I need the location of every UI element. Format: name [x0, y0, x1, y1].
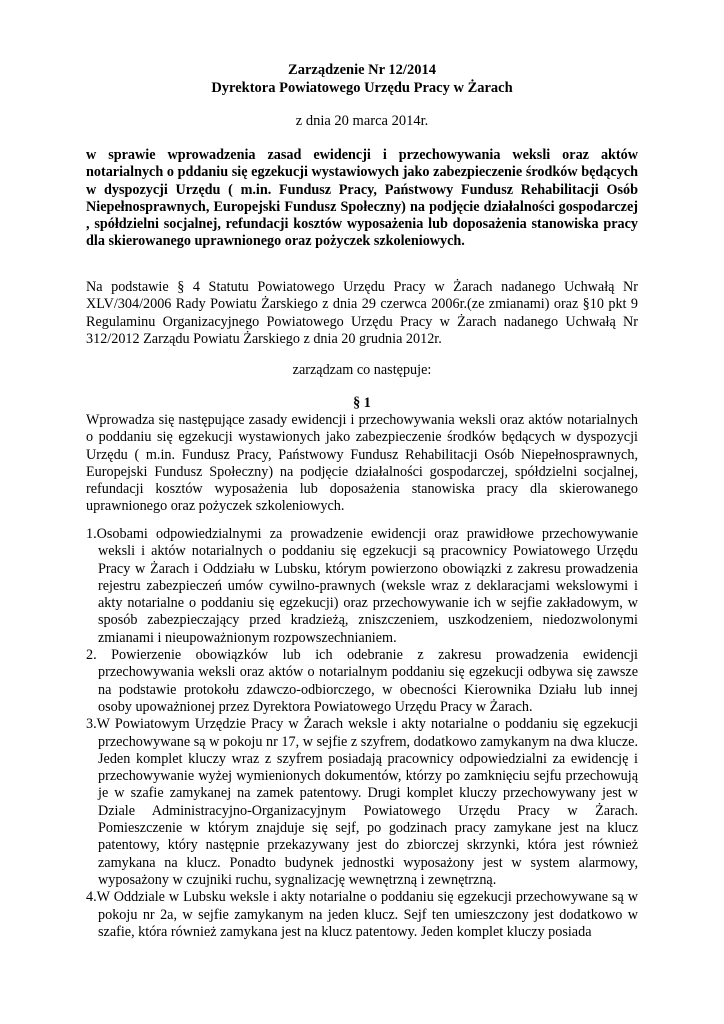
subject-paragraph: w sprawie wprowadzenia zasad ewidencji i przechowywania weksli oraz aktów notarialnych o pddaniu się egzekucji wystawiowych jako zabezpieczenie środków będących w dyspozycji Urzędu ( m.in. Fundusz Pracy, Państwowy Fundusz Rehabilitacji Osób Niepełnosprawnych, Europejski Fundusz Społeczny) na podjęcie działalności gospodarczej , spółdzielni socjalnej, refundacji kosztów wyposażenia lub doposażenia stanowiska pracy dla skierowanego uprawnionego oraz pożyczek szkoleniowych. [86, 147, 638, 250]
point-number: 4. [86, 889, 97, 906]
section-intro-paragraph: Wprowadza się następujące zasady ewidencji i przechowywania weksli oraz aktów notarialnych o poddaniu się egzekucji wystawionych jako zabezpieczenie środków będących w dyspozycji Urzędu ( m.in. Fundusz Pracy, Państwowy Fundusz Rehabilitacji Osób Niepełnosprawnych, Europejski Fundusz Społeczny) na podjęcie działalności gospodarczej, spółdzielni socjalnej, refundacji kosztów wyposażenia lub doposażenia stanowiska pracy dla skierowanego uprawnionego oraz pożyczek szkoleniowych. [86, 412, 638, 515]
point-text: Osobami odpowiedzialnymi za prowadzenie ewidencji oraz prawidłowe przechowywanie weksli i aktów notarialnych o poddaniu się egzekucji są pracownicy Powiatowego Urzędu Pracy w Żarach i Oddziału w Lubsku, którym powierzono obowiązki z zakresu prowadzenia rejestru zabezpieczeń umów cywilno-prawnych (weksle wraz z deklaracjami wekslowymi i akty notarialne o poddaniu się egzekucji) oraz przechowywanie ich w sejfie zakładowym, w sposób zabezpieczający przed kradzieżą, zniszczeniem, uszkodzeniem, niedozwolonymi zmianami i nieupoważnionym rozpowszechnianiem. [96, 526, 638, 646]
points-list [86, 526, 638, 941]
point-text: W Oddziale w Lubsku weksle i akty notarialne o poddaniu się egzekucji przechowywane są w pokoju nr 2a, w sejfie zamykanym na jeden klucz. Sejf ten umieszczony jest dodatkowo w szafie, która również zamykana jest na klucz patentowy. Jeden komplet kluczy posiada [96, 889, 638, 940]
list-item [86, 716, 638, 889]
title-line-2: Dyrektora Powiatowego Urzędu Pracy w Żarach [211, 80, 513, 96]
section-mark: § 1 [353, 395, 371, 411]
point-text: Powierzenie obowiązków lub ich odebranie z zakresu prowadzenia ewidencji przechowywania weksli oraz aktów o notarialnym poddaniu się egzekucji odbywa się zawsze na podstawie protokołu zdawczo-odbiorczego, w obecności Kierownika Działu lub innej osoby upoważnionej przez Dyrektora Powiatowego Urzędu Pracy w Żarach. [96, 647, 638, 715]
point-number: 2. [86, 647, 97, 664]
legal-basis-paragraph: Na podstawie § 4 Statutu Powiatowego Urzędu Pracy w Żarach nadanego Uchwałą Nr XLV/304/2006 Rady Powiatu Żarskiego z dnia 29 czerwca 2006r.(ze zmianami) oraz §10 pkt 9 Regulaminu Organizacyjnego Powiatowego Urzędu Pracy w Żarach nadanego Uchwałą Nr 312/2012 Zarządu Powiatu Żarskiego z dnia 20 grudnia 2012r. [86, 279, 638, 347]
point-number: 3. [86, 716, 97, 733]
document-date: z dnia 20 marca 2014r. [295, 113, 429, 129]
point-number: 1. [86, 526, 97, 542]
list-item [86, 526, 638, 647]
title-line-1: Zarządzenie Nr 12/2014 [288, 62, 436, 78]
point-text: W Powiatowym Urzędzie Pracy w Żarach weksle i akty notarialne o poddaniu się egzekucji przechowywane są w pokoju nr 17, w sejfie z szyfrem, dodatkowo zamykanym na dwa klucze. Jeden komplet kluczy wraz z szyfrem posiadają pracownicy odpowiedzialni za ewidencję i przechowywanie wyżej wymienionych dokumentów, którzy po zamknięciu sejfu przechowują je w szafie zamykanej na zamek patentowy. Drugi komplet kluczy przechowywany jest w Dziale Administracyjno-Organizacyjnym Powiatowego Urzędu Pracy w Żarach. Pomieszczenie w którym znajduje się sejf, po godzinach pracy zamykane jest na klucz patentowy, który następnie przekazywany jest do zbiorczej skrzynki, która jest również zamykana na klucz. Ponadto budynek jednostki wyposażony jest w system alarmowy, wyposażony w czujniki ruchu, sygnalizację wewnętrzną i zewnętrzną. [96, 716, 638, 888]
list-item [86, 647, 638, 716]
list-item [86, 889, 638, 941]
order-phrase: zarządzam co następuje: [292, 362, 432, 378]
